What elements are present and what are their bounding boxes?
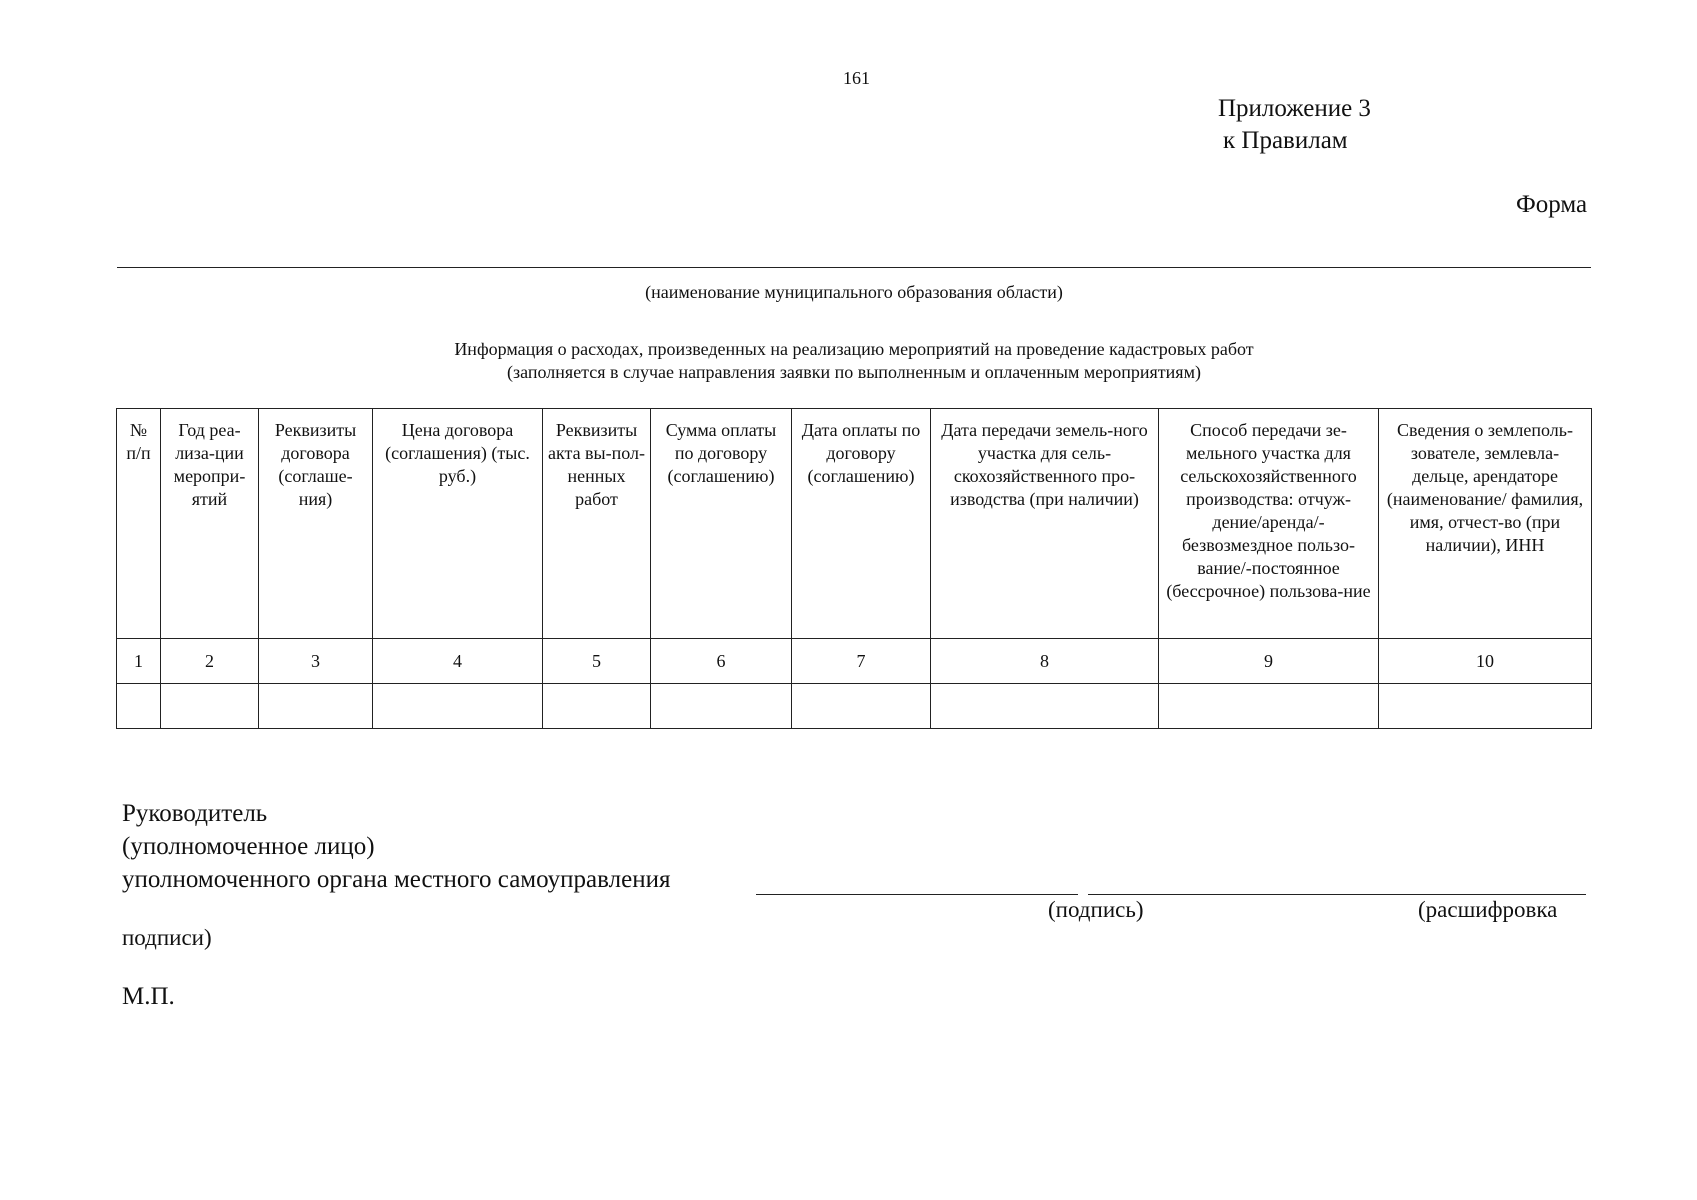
empty-cell: [931, 684, 1159, 729]
empty-cell: [1159, 684, 1379, 729]
document-subtitle: (заполняется в случае направления заявки по выполненным и оплаченным мероприятиям): [507, 362, 1201, 382]
org-name-line: [117, 267, 1591, 268]
empty-cell: [117, 684, 161, 729]
column-number-cell: 2: [161, 639, 259, 684]
header-cell-transfer-method: Способ передачи зе-мельного участка для сельскохозяйственного производства: отчуж-дение/аренда/-безвозмездное пользо-вание/-постоянное (бессрочное) пользова-ние: [1159, 409, 1379, 639]
table-header-row: [117, 409, 1592, 639]
page-number: 161: [843, 68, 870, 88]
column-number-cell: 6: [651, 639, 792, 684]
header-cell-transfer-date: Дата передачи земель-ного участка для сель-скохозяйственного про-изводства (при наличии): [931, 409, 1159, 639]
column-number-cell: 7: [792, 639, 931, 684]
empty-cell: [1379, 684, 1592, 729]
column-number-cell: 3: [259, 639, 373, 684]
stamp-place-label: М.П.: [122, 983, 175, 1010]
column-number-cell: 8: [931, 639, 1159, 684]
header-cell-act-details: Реквизиты акта вы-пол-ненных работ: [543, 409, 651, 639]
header-cell-payment-amount: Сумма оплаты по договору (соглашению): [651, 409, 792, 639]
appendix-title: Приложение 3: [1218, 95, 1371, 122]
empty-cell: [543, 684, 651, 729]
empty-cell: [161, 684, 259, 729]
form-label: Форма: [1516, 191, 1588, 218]
signature-decoding-blank-line: [1088, 894, 1586, 895]
appendix-reference: к Правилам: [1223, 127, 1348, 154]
signatory-title: Руководитель: [122, 800, 268, 827]
empty-cell: [651, 684, 792, 729]
header-cell-contract-details: Реквизиты договора (соглаше-ния): [259, 409, 373, 639]
column-number-cell: 9: [1159, 639, 1379, 684]
expenses-table: [116, 408, 1592, 729]
signature-blank-line: [756, 894, 1078, 895]
header-cell-year: Год реа-лиза-ции меропри-ятий: [161, 409, 259, 639]
document-title: Информация о расходах, произведенных на реализацию мероприятий на проведение кадастровых работ: [454, 339, 1254, 359]
signature-caption: (подпись): [1048, 897, 1144, 922]
table-empty-data-row: [117, 684, 1592, 729]
org-name-caption: (наименование муниципального образования области): [645, 282, 1063, 302]
table-column-numbers-row: [117, 639, 1592, 684]
column-number-cell: 1: [117, 639, 161, 684]
header-cell-row-number: № п/п: [117, 409, 161, 639]
signature-decoding-caption-continued: подписи): [122, 925, 212, 950]
signatory-body: уполномоченного органа местного самоуправления: [122, 866, 671, 893]
column-number-cell: 10: [1379, 639, 1592, 684]
empty-cell: [373, 684, 543, 729]
empty-cell: [792, 684, 931, 729]
signature-decoding-caption: (расшифровка: [1418, 897, 1558, 922]
header-cell-contract-price: Цена договора (соглашения) (тыс. руб.): [373, 409, 543, 639]
column-number-cell: 4: [373, 639, 543, 684]
header-cell-land-user-info: Сведения о землеполь-зователе, землевла-дельце, арендаторе (наименование/ фамилия, имя, отчест-во (при наличии), ИНН: [1379, 409, 1592, 639]
column-number-cell: 5: [543, 639, 651, 684]
header-cell-payment-date: Дата оплаты по договору (соглашению): [792, 409, 931, 639]
signatory-authorized-person: (уполномоченное лицо): [122, 833, 375, 860]
empty-cell: [259, 684, 373, 729]
